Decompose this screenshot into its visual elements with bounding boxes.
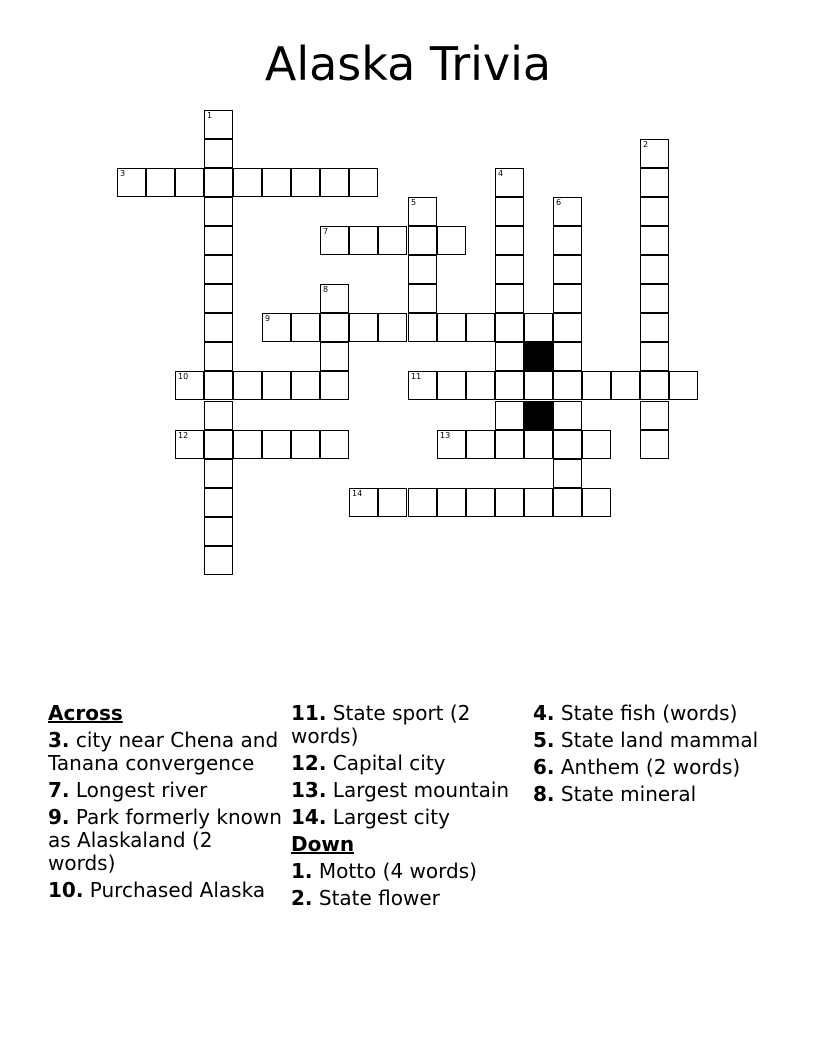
grid-cell[interactable] bbox=[349, 313, 378, 342]
clue-down-8: 8. State mineral bbox=[533, 782, 697, 806]
clue-across-13: 13. Largest mountain bbox=[291, 778, 510, 802]
clue-across-7: 7. Longest river bbox=[48, 778, 208, 802]
clue-number: 5 bbox=[411, 198, 417, 207]
clue-across-3: 3. city near Chena and Tanana convergence bbox=[48, 728, 279, 775]
grid-cell[interactable] bbox=[408, 284, 437, 313]
clue-across-12: 12. Capital city bbox=[291, 751, 446, 775]
grid-cell[interactable] bbox=[291, 371, 320, 400]
grid-cell[interactable] bbox=[495, 342, 524, 371]
grid-cell[interactable] bbox=[204, 401, 233, 430]
grid-cell[interactable] bbox=[175, 168, 204, 197]
grid-cell[interactable] bbox=[553, 401, 582, 430]
grid-cell[interactable] bbox=[204, 110, 233, 139]
clues-column-2 bbox=[291, 702, 529, 914]
grid-cell[interactable] bbox=[291, 168, 320, 197]
clue-across-14: 14. Largest city bbox=[291, 805, 450, 829]
clue-number: 8 bbox=[323, 285, 329, 294]
grid-cell[interactable] bbox=[495, 197, 524, 226]
grid-cell[interactable] bbox=[437, 430, 466, 459]
clue-number: 9 bbox=[265, 314, 271, 323]
grid-cell[interactable] bbox=[204, 168, 233, 197]
grid-cell[interactable] bbox=[495, 284, 524, 313]
grid-cell[interactable] bbox=[495, 255, 524, 284]
grid-cell[interactable] bbox=[204, 459, 233, 488]
grid-cell[interactable] bbox=[291, 430, 320, 459]
grid-cell[interactable] bbox=[669, 371, 698, 400]
grid-cell[interactable] bbox=[175, 430, 204, 459]
grid-cell[interactable] bbox=[320, 284, 349, 313]
grid-cell[interactable] bbox=[495, 488, 524, 517]
grid-cell[interactable] bbox=[466, 371, 495, 400]
grid-cell[interactable] bbox=[640, 430, 669, 459]
grid-cell[interactable] bbox=[495, 401, 524, 430]
grid-cell[interactable] bbox=[320, 313, 349, 342]
grid-cell[interactable] bbox=[524, 430, 553, 459]
grid-cell[interactable] bbox=[320, 168, 349, 197]
grid-cell[interactable] bbox=[553, 430, 582, 459]
grid-cell[interactable] bbox=[582, 371, 611, 400]
grid-cell[interactable] bbox=[204, 371, 233, 400]
grid-cell[interactable] bbox=[408, 371, 437, 400]
grid-cell[interactable] bbox=[553, 371, 582, 400]
clue-down-1: 1. Motto (4 words) bbox=[291, 859, 477, 883]
grid-cell[interactable] bbox=[640, 168, 669, 197]
grid-cell[interactable] bbox=[262, 168, 291, 197]
grid-cell[interactable] bbox=[495, 226, 524, 255]
grid-cell[interactable] bbox=[466, 488, 495, 517]
grid-cell[interactable] bbox=[204, 197, 233, 226]
grid-cell[interactable] bbox=[204, 488, 233, 517]
grid-cell[interactable] bbox=[320, 371, 349, 400]
grid-cell[interactable] bbox=[378, 488, 407, 517]
clue-number: 4 bbox=[498, 169, 504, 178]
grid-cell[interactable] bbox=[437, 313, 466, 342]
grid-cell[interactable] bbox=[640, 255, 669, 284]
clue-down-2: 2. State flower bbox=[291, 886, 440, 910]
grid-cell[interactable] bbox=[466, 313, 495, 342]
block-cell bbox=[524, 342, 553, 371]
grid-cell[interactable] bbox=[117, 168, 146, 197]
grid-cell[interactable] bbox=[408, 226, 437, 255]
grid-cell[interactable] bbox=[262, 430, 291, 459]
grid-cell[interactable] bbox=[524, 371, 553, 400]
grid-cell[interactable] bbox=[553, 313, 582, 342]
grid-cell[interactable] bbox=[495, 371, 524, 400]
grid-cell[interactable] bbox=[640, 284, 669, 313]
grid-cell[interactable] bbox=[553, 226, 582, 255]
grid-cell[interactable] bbox=[320, 430, 349, 459]
grid-cell[interactable] bbox=[640, 313, 669, 342]
clue-number: 6 bbox=[556, 198, 562, 207]
grid-cell[interactable] bbox=[640, 139, 669, 168]
grid-cell[interactable] bbox=[553, 255, 582, 284]
grid-cell[interactable] bbox=[378, 313, 407, 342]
grid-cell[interactable] bbox=[320, 226, 349, 255]
grid-cell[interactable] bbox=[495, 430, 524, 459]
clue-number: 11 bbox=[411, 372, 422, 381]
clues-column-3 bbox=[533, 702, 771, 810]
grid-cell[interactable] bbox=[233, 371, 262, 400]
grid-cell[interactable] bbox=[437, 226, 466, 255]
grid-cell[interactable] bbox=[349, 168, 378, 197]
clue-across-9: 9. Park formerly known as Alaskaland (2 words) bbox=[48, 805, 282, 875]
grid-cell[interactable] bbox=[233, 168, 262, 197]
grid-cell[interactable] bbox=[553, 459, 582, 488]
grid-cell[interactable] bbox=[611, 371, 640, 400]
grid-cell[interactable] bbox=[204, 226, 233, 255]
clue-across-11: 11. State sport (2 words) bbox=[291, 701, 471, 748]
grid-cell[interactable] bbox=[640, 226, 669, 255]
grid-cell[interactable] bbox=[553, 342, 582, 371]
grid-cell[interactable] bbox=[320, 342, 349, 371]
grid-cell[interactable] bbox=[291, 313, 320, 342]
grid-cell[interactable] bbox=[204, 139, 233, 168]
grid-cell[interactable] bbox=[233, 430, 262, 459]
clue-down-6: 6. Anthem (2 words) bbox=[533, 755, 741, 779]
grid-cell[interactable] bbox=[466, 430, 495, 459]
grid-cell[interactable] bbox=[175, 371, 204, 400]
clue-number: 10 bbox=[178, 372, 189, 381]
grid-cell[interactable] bbox=[408, 197, 437, 226]
grid-cell[interactable] bbox=[408, 488, 437, 517]
grid-cell[interactable] bbox=[437, 488, 466, 517]
grid-cell[interactable] bbox=[204, 313, 233, 342]
grid-cell[interactable] bbox=[408, 255, 437, 284]
clue-number: 1 bbox=[207, 111, 213, 120]
clue-number: 2 bbox=[643, 140, 649, 149]
grid-cell[interactable] bbox=[378, 226, 407, 255]
grid-cell[interactable] bbox=[204, 517, 233, 546]
grid-cell[interactable] bbox=[204, 342, 233, 371]
clue-number: 12 bbox=[178, 431, 189, 440]
clues-column-1 bbox=[48, 702, 286, 906]
clue-number: 3 bbox=[120, 169, 126, 178]
clue-down-4: 4. State fish (words) bbox=[533, 701, 738, 725]
clue-down-5: 5. State land mammal bbox=[533, 728, 759, 752]
grid-cell[interactable] bbox=[204, 284, 233, 313]
clue-number: 13 bbox=[440, 431, 451, 440]
grid-cell[interactable] bbox=[408, 313, 437, 342]
clue-number: 7 bbox=[323, 227, 329, 236]
across-heading: Across bbox=[48, 701, 123, 725]
grid-cell[interactable] bbox=[437, 371, 466, 400]
grid-cell[interactable] bbox=[582, 430, 611, 459]
grid-cell[interactable] bbox=[524, 313, 553, 342]
grid-cell[interactable] bbox=[640, 371, 669, 400]
grid-cell[interactable] bbox=[262, 371, 291, 400]
grid-cell[interactable] bbox=[204, 255, 233, 284]
grid-cell[interactable] bbox=[524, 488, 553, 517]
page-title: Alaska Trivia bbox=[264, 37, 552, 91]
grid-cell[interactable] bbox=[495, 168, 524, 197]
grid-cell[interactable] bbox=[553, 197, 582, 226]
grid-cell[interactable] bbox=[349, 226, 378, 255]
grid-cell[interactable] bbox=[582, 488, 611, 517]
grid-cell[interactable] bbox=[204, 546, 233, 575]
grid-cell[interactable] bbox=[640, 197, 669, 226]
grid-cell[interactable] bbox=[349, 488, 378, 517]
block-cell bbox=[524, 401, 553, 430]
down-heading: Down bbox=[291, 832, 355, 856]
clue-across-10: 10. Purchased Alaska bbox=[48, 878, 266, 902]
grid-cell[interactable] bbox=[553, 488, 582, 517]
grid-cell[interactable] bbox=[146, 168, 175, 197]
grid-cell[interactable] bbox=[204, 430, 233, 459]
grid-cell[interactable] bbox=[495, 313, 524, 342]
clue-number: 14 bbox=[352, 489, 363, 498]
grid-cell[interactable] bbox=[640, 342, 669, 371]
grid-cell[interactable] bbox=[262, 313, 291, 342]
grid-cell[interactable] bbox=[640, 401, 669, 430]
grid-cell[interactable] bbox=[553, 284, 582, 313]
